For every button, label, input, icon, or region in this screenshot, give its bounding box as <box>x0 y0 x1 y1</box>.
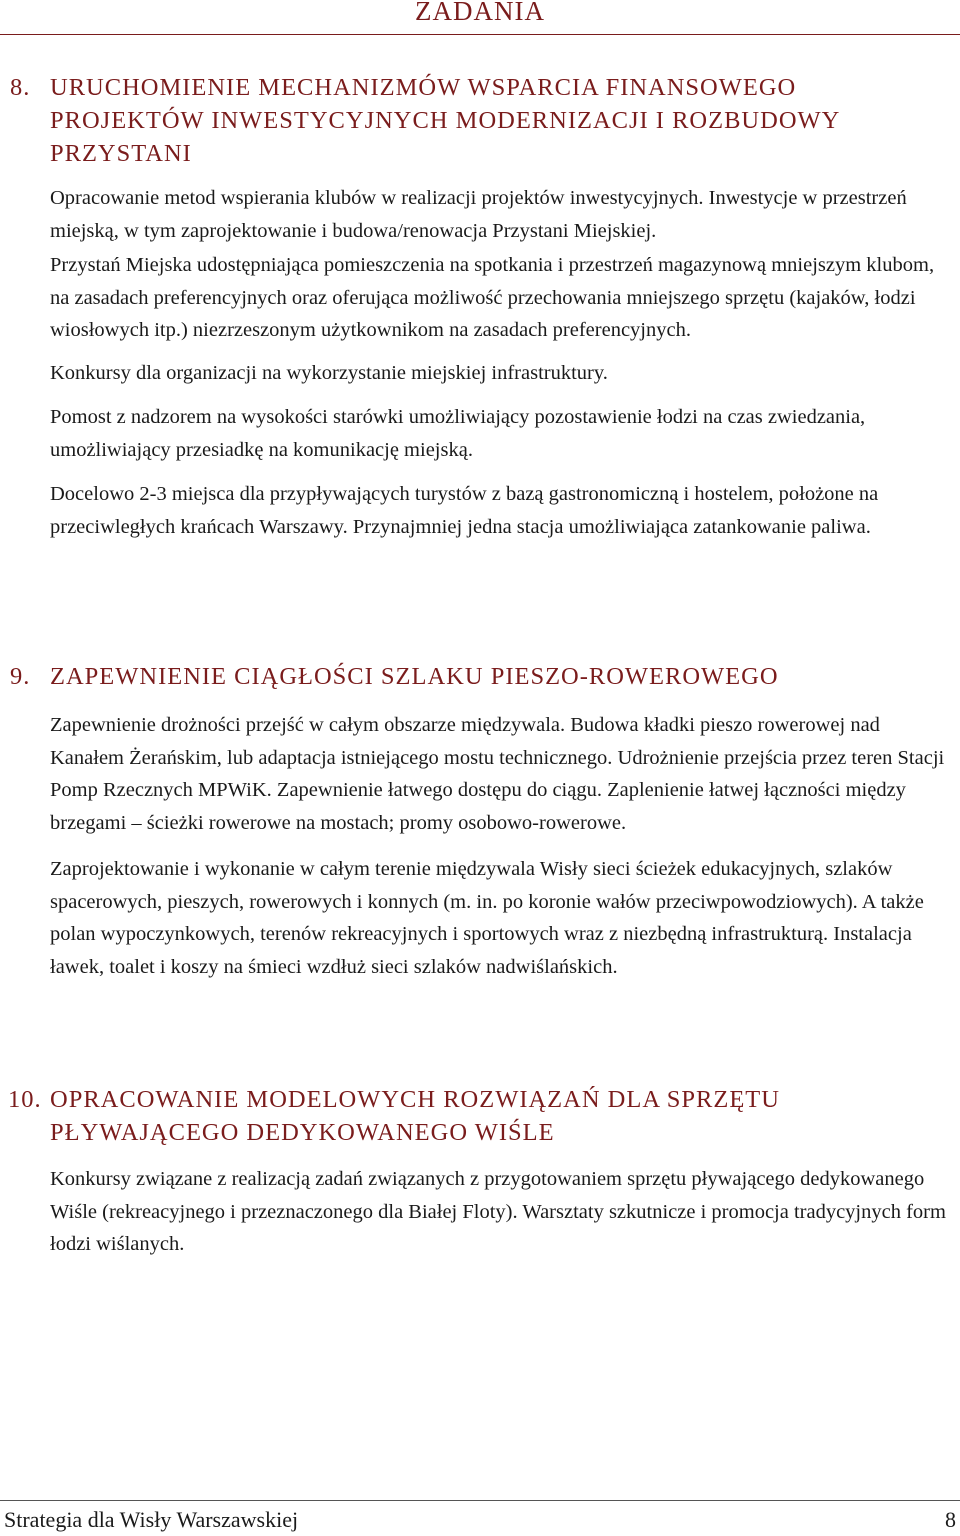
section-8-heading <box>0 71 960 170</box>
header-rule <box>0 34 960 35</box>
section-8-title: URUCHOMIENIE MECHANIZMÓW WSPARCIA FINANSOWEGO PROJEKTÓW INWESTYCYJNYCH MODERNIZACJI I ROZBUDOWY PRZYSTANI <box>50 74 840 167</box>
section-8 <box>0 71 960 543</box>
section-10-title: OPRACOWANIE MODELOWYCH ROZWIĄZAŃ DLA SPRZĘTU PŁYWAJĄCEGO DEDYKOWANEGO WIŚLE <box>50 1086 780 1146</box>
section-10 <box>0 1083 960 1261</box>
section-8-paragraph-2: Przystań Miejska udostępniająca pomieszczenia na spotkania i przestrzeń magazynową mniejszym klubom, na zasadach preferencyjnych oraz oferująca możliwość przechowania mniejszego sprzętu (kajaków, łodzi wiosłowych itp.) niezrzeszonym użytkownikom na zasadach preferencyjnych. <box>50 254 935 341</box>
section-10-number: 10. <box>8 1086 42 1113</box>
section-9-paragraph-2: Zaprojektowanie i wykonanie w całym terenie międzywala Wisły sieci ścieżek edukacyjnych, szlaków spacerowych, pieszych, rowerowych i konnych (m. in. po koronie wałów przeciwpowodziowych). A także polan wypoczynkowych, terenów rekreacyjnych i sportowych wraz z niezbędną infrastrukturą. Instalacja ławek, toalet i koszy na śmieci wzdłuż sieci szlaków nadwiślańskich. <box>50 858 924 978</box>
page-header-title: ZADANIA <box>415 0 545 26</box>
section-10-paragraph-1: Konkursy związane z realizacją zadań związanych z przygotowaniem sprzętu pływającego dedykowanego Wiśle (rekreacyjnego i przeznaczonego dla Białej Floty). Warsztaty szkutnicze i promocja tradycyjnych form łodzi wiślanych. <box>50 1168 946 1255</box>
section-8-paragraph-3: Konkursy dla organizacji na wykorzystanie miejskiej infrastruktury. <box>50 361 608 384</box>
section-8-paragraph-5: Docelowo 2-3 miejsca dla przypływających turystów z bazą gastronomiczną i hostelem, położone na przeciwległych krańcach Warszawy. Przynajmniej jedna stacja umożliwiająca zatankowanie paliwa. <box>50 483 879 538</box>
footer-page-number: 8 <box>945 1507 956 1532</box>
section-10-heading <box>0 1083 960 1149</box>
section-8-paragraph-1: Opracowanie metod wspierania klubów w realizacji projektów inwestycyjnych. Inwestycje w przestrzeń miejską, w tym zaprojektowanie i budowa/renowacja Przystani Miejskiej. <box>50 187 907 242</box>
section-9-heading <box>0 660 960 693</box>
section-9 <box>0 660 960 983</box>
section-9-paragraph-1: Zapewnienie drożności przejść w całym obszarze międzywala. Budowa kładki pieszo rowerowej nad Kanałem Żerańskim, lub adaptacja istniejącego mostu technicznego. Udrożnienie przejścia przez teren Stacji Pomp Rzecznych MPWiK. Zapewnienie łatwego dostępu do ciągu. Zaplenienie łatwej łączności między brzegami – ścieżki rowerowe na mostach; promy osobowo-rowerowe. <box>50 714 945 834</box>
section-9-title: ZAPEWNIENIE CIĄGŁOŚCI SZLAKU PIESZO-ROWEROWEGO <box>50 663 779 690</box>
section-8-number: 8. <box>10 74 31 101</box>
footer-document-title: Strategia dla Wisły Warszawskiej <box>4 1507 299 1532</box>
section-9-number: 9. <box>10 663 31 690</box>
footer-rule <box>0 1500 960 1501</box>
section-8-paragraph-4: Pomost z nadzorem na wysokości starówki umożliwiający pozostawienie łodzi na czas zwiedzania, umożliwiający przesiadkę na komunikację miejską. <box>50 406 866 461</box>
